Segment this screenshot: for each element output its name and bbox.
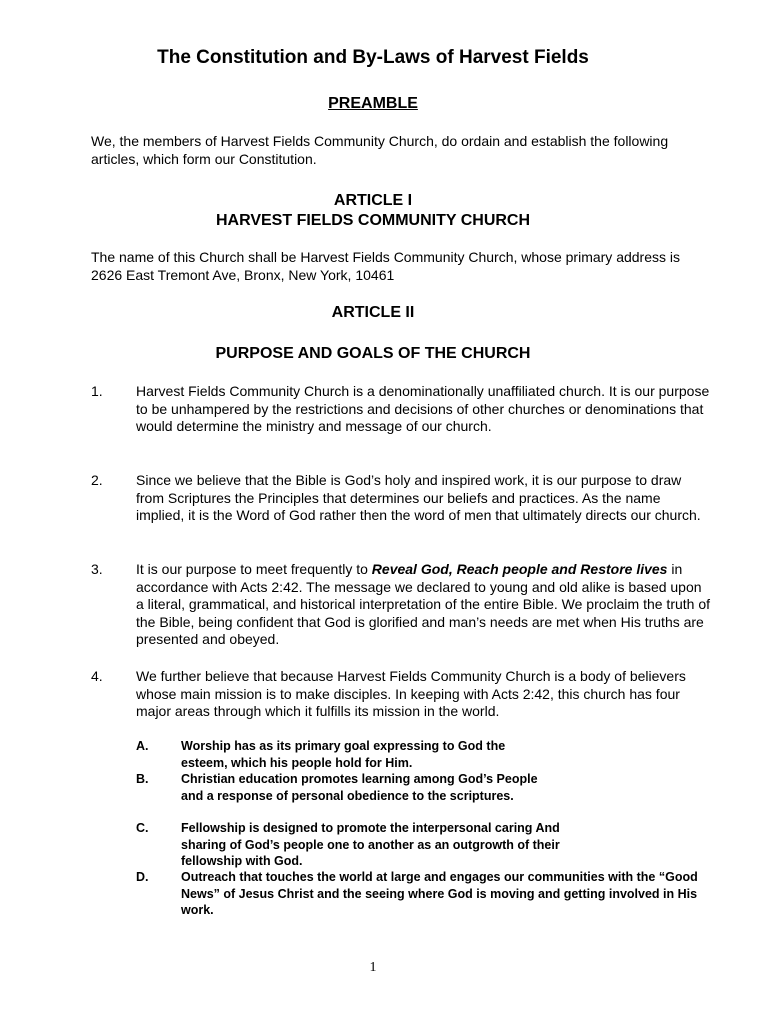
article-2-subheading: PURPOSE AND GOALS OF THE CHURCH <box>215 345 531 362</box>
focus-area-letter: C. <box>136 821 149 835</box>
article-1-heading: ARTICLE I <box>333 192 413 209</box>
document-title: The Constitution and By-Laws of Harvest Fields <box>157 47 589 68</box>
item-number: 4. <box>91 668 103 684</box>
item-text <box>136 561 711 649</box>
item-text: We further believe that because Harvest Fields Community Church is a body of believers whose main mission is to make disciples. In keeping with Acts 2:42, this church has four major areas through which it fulfills its mission in the world. <box>136 668 686 719</box>
focus-area-text: Worship has as its primary goal expressing to God the esteem, which his people hold for Him. <box>181 739 506 770</box>
focus-area-letter: B. <box>136 772 149 786</box>
focus-area-letter: D. <box>136 870 149 884</box>
item-text-start: It is our purpose to meet frequently to <box>136 561 372 577</box>
item-text: Since we believe that the Bible is God’s holy and inspired work, it is our purpose to draw from Scriptures the Principles that determines our beliefs and practices. As the name implied, it is the Word of God rather then the word of men that ultimately directs our church. <box>136 472 701 523</box>
item-number: 3. <box>91 561 103 577</box>
item-emphasis: Reveal God, Reach people and Restore lives <box>371 561 668 577</box>
focus-area-text: Christian education promotes learning among God’s People and a response of personal obedience to the scriptures. <box>181 772 538 803</box>
item-number: 1. <box>91 383 103 399</box>
focus-area-letter: A. <box>136 739 149 753</box>
article-1-text: The name of this Church shall be Harvest Fields Community Church, whose primary address is 2626 East Tremont Ave, Bronx, New York, 10461 <box>91 249 681 283</box>
focus-area-text: Fellowship is designed to promote the interpersonal caring And sharing of God’s people one to another as an outgrowth of their fellowship with God. <box>181 821 560 868</box>
article-1-subheading: HARVEST FIELDS COMMUNITY CHURCH <box>215 212 531 229</box>
focus-area-text: Outreach that touches the world at large and engages our communities with the “Good News” of Jesus Christ and the seeing where God is moving and getting involved in His work. <box>181 870 698 917</box>
item-number: 2. <box>91 472 103 488</box>
item-text-end: in accordance with Acts 2:42. The message we declared to young and old alike is based upon a literal, grammatical, and historical interpretation of the entire Bible. We proclaim the truth of the Bible, being confident that God is glorified and man’s needs are met when His truths are presented and obeyed. <box>136 561 711 647</box>
preamble-heading: PREAMBLE <box>328 95 418 112</box>
preamble-text: We, the members of Harvest Fields Community Church, do ordain and establish the following articles, which form our Constitution. <box>91 133 669 167</box>
item-text: Harvest Fields Community Church is a denominationally unaffiliated church. It is our purpose to be unhampered by the restrictions and decisions of other churches or denominations that would determine the ministry and message of our church. <box>136 383 710 434</box>
page-number: 1 <box>369 960 377 975</box>
article-2-heading: ARTICLE II <box>331 304 415 321</box>
